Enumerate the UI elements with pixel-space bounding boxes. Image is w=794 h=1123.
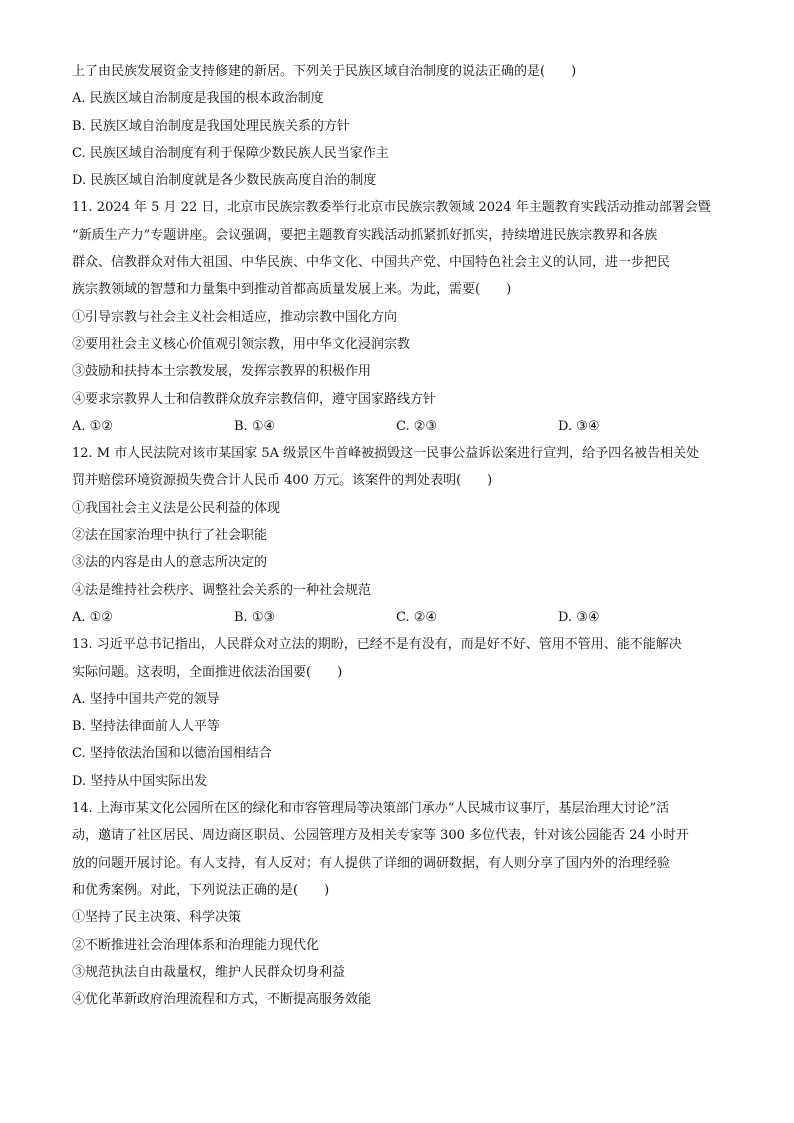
statement-1: ①引导宗教与社会主义社会相适应，推动宗教中国化方向 <box>72 309 398 325</box>
statement-3: ③规范执法自由裁量权，维护人民群众切身利益 <box>72 964 346 980</box>
question-stem: 上了由民族发展资金支持修建的新居。下列关于民族区域自治制度的说法正确的是( ) <box>72 64 577 79</box>
question-stem-line: 动，邀请了社区居民、周边商区职员、公园管理方及相关专家等 300 多位代表，针对该公园能否 24 小时开 <box>72 828 689 844</box>
option-d: D. ③④ <box>558 609 600 625</box>
question-stem-line: 14. 上海市某文化公园所在区的绿化和市容管理局等决策部门承办“人民城市议事厅，基层治理大讨论”活 <box>72 801 670 817</box>
option-b: B. 坚持法律面前人人平等 <box>72 719 220 735</box>
option-a: A. 民族区域自治制度是我国的根本政治制度 <box>72 91 324 107</box>
question-stem-line: “新质生产力”专题讲座。会议强调，要把主题教育实践活动抓紧抓好抓实，持续增进民族宗教界和各族 <box>72 227 658 243</box>
question-13 <box>72 631 724 795</box>
option-d: D. 民族区域自治制度就是各少数民族高度自治的制度 <box>72 173 377 189</box>
option-c: C. 民族区域自治制度有利于保障少数民族人民当家作主 <box>72 145 389 161</box>
question-stem-line: 族宗教领域的智慧和力量集中到推动首都高质量发展上来。为此，需要( ) <box>72 282 512 298</box>
question-12 <box>72 440 724 631</box>
statement-4: ④要求宗教界人士和信教群众放弃宗教信仰，遵守国家路线方针 <box>72 391 437 407</box>
option-d: D. ③④ <box>558 418 600 434</box>
statement-4: ④法是维持社会秩序、调整社会关系的一种社会规范 <box>72 582 372 598</box>
option-a: A. ①② <box>72 609 113 625</box>
question-stem-line: 13. 习近平总书记指出，人民群众对立法的期盼，已经不是有没有，而是好不好、管用不管用、能不能解决 <box>72 637 682 653</box>
answer-options <box>72 413 724 440</box>
option-b: B. ①④ <box>234 418 276 434</box>
question-stem-line: 11. 2024 年 5 月 22 日，北京市民族宗教委举行北京市民族宗教领域 2024 年主题教育实践活动推动部署会暨 <box>72 200 711 216</box>
question-stem-line: 群众、信教群众对伟大祖国、中华民族、中华文化、中国共产党、中国特色社会主义的认同，进一步把民 <box>72 255 671 271</box>
statement-2: ②要用社会主义核心价值观引领宗教，用中华文化浸润宗教 <box>72 336 411 352</box>
question-stem-line: 和优秀案例。对此，下列说法正确的是( ) <box>72 882 330 898</box>
question-stem-line: 实际问题。这表明，全面推进依法治国要( ) <box>72 664 343 680</box>
question-14 <box>72 795 724 1013</box>
statement-3: ③鼓励和扶持本土宗教发展，发挥宗教界的积极作用 <box>72 364 372 380</box>
statement-3: ③法的内容是由人的意志所决定的 <box>72 555 268 571</box>
question-11 <box>72 194 724 440</box>
option-c: C. 坚持依法治国和以德治国相结合 <box>72 746 272 762</box>
option-d: D. 坚持从中国实际出发 <box>72 773 208 789</box>
option-a: A. ①② <box>72 418 113 434</box>
answer-options <box>72 604 724 631</box>
option-a: A. 坚持中国共产党的领导 <box>72 691 220 707</box>
question-stem-line: 放的问题开展讨论。有人支持，有人反对；有人提供了详细的调研数据，有人则分享了国内外的治理经验 <box>72 855 671 871</box>
exam-page <box>72 58 724 1013</box>
statement-1: ①坚持了民主决策、科学决策 <box>72 910 242 926</box>
question-stem-line: 12. M 市人民法院对该市某国家 5A 级景区牛首峰被损毁这一民事公益诉讼案进行宣判，给予四名被告相关处 <box>72 446 700 462</box>
question-stem-line: 罚并赔偿环境资源损失费合计人民币 400 万元。该案件的判处表明( ) <box>72 473 493 489</box>
question-10 <box>72 58 724 194</box>
statement-2: ②法在国家治理中执行了社会职能 <box>72 528 268 544</box>
statement-1: ①我国社会主义法是公民利益的体现 <box>72 500 281 516</box>
option-c: C. ②④ <box>396 609 438 625</box>
option-b: B. 民族区域自治制度是我国处理民族关系的方针 <box>72 118 350 134</box>
option-c: C. ②③ <box>396 418 438 434</box>
statement-2: ②不断推进社会治理体系和治理能力现代化 <box>72 937 320 953</box>
statement-4: ④优化革新政府治理流程和方式，不断提高服务效能 <box>72 992 372 1008</box>
option-b: B. ①③ <box>234 609 276 625</box>
